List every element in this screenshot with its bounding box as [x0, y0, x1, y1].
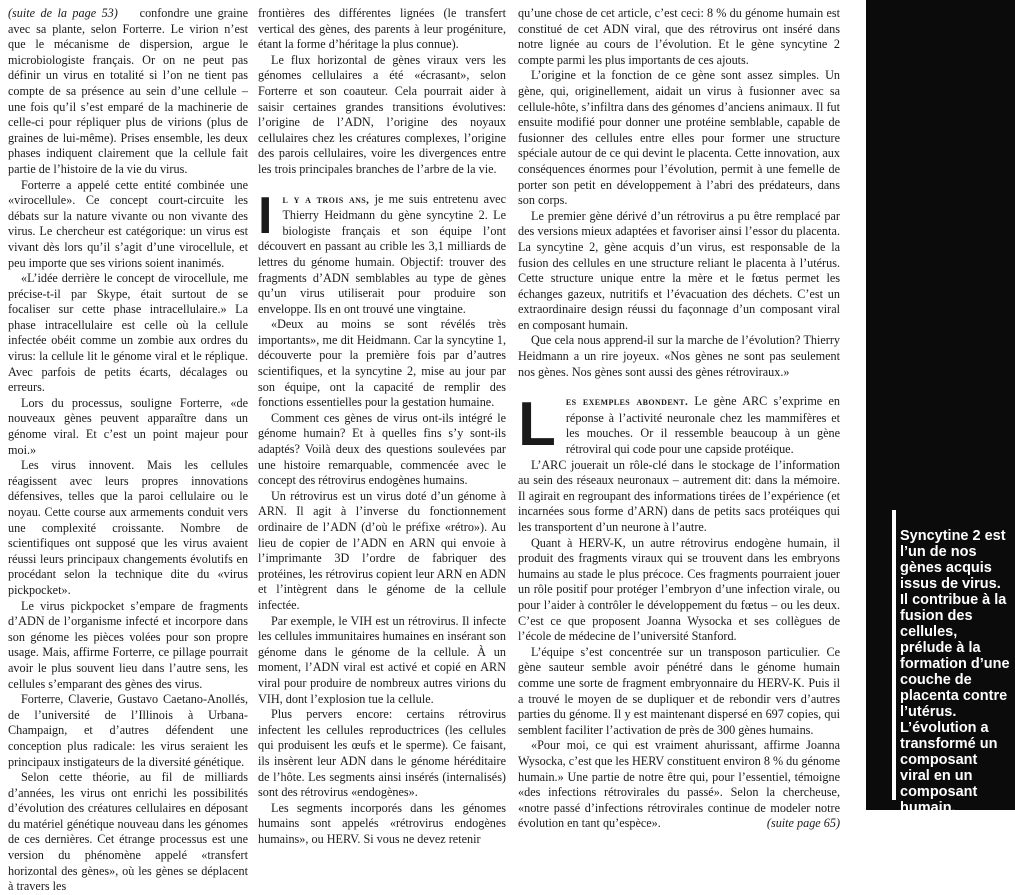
paragraph: «Deux au moins se sont révélés très importants», me dit Heidmann. Car la syncytine 1, découverte pour la première fois par d’autres scientifiques, et la syncytine 2, mise au jour par son équipe, ont la capacité de remplir des fonctions essentielles pour la gestation humaine. — [258, 317, 506, 410]
paragraph: L’origine et la fonction de ce gène sont assez simples. Un gène, qui, originellement, aidait un virus à fusionner avec sa cellule-hôte, s’infiltra dans des génomes d’anciens animaux. Il fut ensuite modifié pour donner une protéine semblable, capable de fusionner des cellules entre elles pour former une structure spéciale autour de ce qui devint le placenta. Cette innovation, aux conséquences énormes pour l’évolution, permit à une femelle de porter son petit en développement à l’abri des prédateurs, dans son corps. — [518, 68, 840, 208]
paragraph: Selon cette théorie, au fil de milliards d’années, les virus ont enrichi les possibilités d’évolution des créatures cellulaires en déposant du matériel génétique nouveau dans les génomes de ces dernières. Cet étrange processus est une version du phénomène appelé «transfert horizontal des gènes», où les gènes se déplacent à travers les — [8, 770, 248, 894]
paragraph-text: Le gène ARC s’exprime en réponse à l’activité neuronale chez les mammifères et les mouches. Or il ressemble beaucoup à un gène rétroviral qui code pour une capside protéique. — [565, 394, 840, 457]
sidebar-rule — [892, 510, 896, 800]
paragraph-text: je me suis entretenu avec Thierry Heidmann du gène syncytine 2. Le biologiste français et son équipe l’ont découvert en passant au crible les 3,1 milliards de lettres du génome humain. Objectif: trouver des fragments d’ADN semblables au type de gènes qu’un virus utiliserait pour produire son enveloppe. Ils en ont trouvé une vingtaine. — [258, 191, 506, 316]
section-opening — [518, 390, 840, 460]
section-lead-in: es exemples abondent. — [565, 396, 689, 409]
paragraph: Que cela nous apprend-il sur la marche de l’évolution? Thierry Heidmann a un rire joyeux. «Nos gènes ne sont pas seulement nos gènes. Nos gènes sont aussi des gènes rétroviraux.» — [518, 333, 840, 379]
article-column-2 — [258, 6, 506, 847]
sidebar-caption: Syncytine 2 est l’un de nos gènes acquis issus de virus. Il contribue à la fusion des cellules, prélude à la formation d’une couche de placenta contre l’utérus. L’évolution a transformé un composant viral en un composant humain. — [900, 528, 1010, 816]
paragraph — [518, 738, 840, 832]
drop-cap: I — [258, 186, 273, 245]
continued-on-note: (suite page 65) — [766, 816, 840, 831]
paragraph: Forterre, Claverie, Gustavo Caetano-Anollés, de l’université de l’Illinois à Urbana-Champaign, et d’autres défendent une conception plus radicale: les virus seraient les principaux instigateurs de la diversité génétique. — [8, 692, 248, 769]
drop-cap: L — [518, 390, 556, 460]
paragraph — [8, 6, 248, 178]
paragraph: Quant à HERV-K, un autre rétrovirus endogène humain, il produit des fragments viraux qui se trouvent dans les embryons humains au stade le plus précoce. Ces fragments pourraient jouer un rôle positif pour protéger l’embryon d’une infection virale, ou pour l’aider à contrôler le développement du fœtus – ou les deux. C’est ce que proposent Joanna Wysocka et ses collègues de l’école de médecine de l’université Stanford. — [518, 535, 840, 644]
article-column-1 — [8, 6, 248, 895]
paragraph: Les virus innovent. Mais les cellules réagissent avec leurs propres innovations défensives, telles que la paroi cellulaire ou le noyau. Cette course aux armements conduit vers une complexité croissante. Nombre de scientifiques ont supposé que les virus avaient réussi leurs principaux changements évolutifs en procédant selon la technique dite du «virus pickpocket». — [8, 458, 248, 597]
paragraph: frontières des différentes lignées (le transfert vertical des gènes, des parents à leur progéniture, étant la forme d’héritage la plus connue). — [258, 6, 506, 52]
paragraph: Plus pervers encore: certains rétrovirus infectent les cellules reproductrices (les cellules qui produisent les œufs et le sperme). Ce faisant, ils insèrent leur ADN dans le génome héréditaire de l’hôte. Les segments ainsi insérés (internalisés) sont des rétrovirus «endogènes». — [258, 707, 506, 800]
paragraph: Le virus pickpocket s’empare de fragments d’ADN de l’organisme infecté et incorpore dans son génome les pièces volées pour son propre usage. Mais, affirme Forterre, ce pillage pourrait avoir le plus souvent lieu dans l’autre sens, les cellules s’emparant des gènes des virus. — [8, 598, 248, 691]
section-first-paragraph — [518, 390, 840, 460]
paragraph: Le premier gène dérivé d’un rétrovirus a pu être remplacé par des versions mieux adaptées et favoriser ainsi l’essor du placenta. La syncytine 2, gène acquis d’un virus, est responsable de la fusion des cellules en une structure reliant le placenta à l’utérus. Cette structure unique entre la mère et le fœtus permet les échanges gazeux, nutritifs et l’évacuation des déchets. C’est un extraordinaire design réussi du façonnage d’un composant viral en composant humain. — [518, 208, 840, 332]
paragraph: Par exemple, le VIH est un rétrovirus. Il infecte les cellules immunitaires humaines en insérant son génome dans le génome de la cellule. À un moment, l’ADN viral est activé et copié en ARN viral pour produire de nombreux autres virions du VIH, dont l’explosion tue la cellule. — [258, 613, 506, 706]
continued-from-note: (suite de la page 53) — [8, 6, 118, 20]
paragraph: L’équipe s’est concentrée sur un transposon particulier. Ce gène sauteur semble avoir pénétré dans le génome humain comme une sorte de fragment embryonnaire du HERV-K. Puis il a trouvé le moyen de se dupliquer et de rebondir vers d’autres parties du génome. Il y est maintenant dispersé en 697 copies, qui semblent faciliter l’activation de près de 300 gènes humains. — [518, 644, 840, 737]
paragraph: Le flux horizontal de gènes viraux vers les génomes cellulaires a été «écrasant», selon Forterre et son coauteur. Cela pourrait aider à saisir certaines grandes transitions évolutives: l’origine de l’ADN, l’origine des noyaux cellulaires chez les créatures complexes, l’origine des parois cellulaires, voire les divergences entre les trois principales branches de l’arbre de la vie. — [258, 52, 506, 176]
paragraph: Lors du processus, souligne Forterre, «de nouveaux gènes peuvent apparaître dans un génome viral. Et c’est un point majeur pour moi.» — [8, 395, 248, 457]
paragraph-text: «Pour moi, ce qui est vraiment ahurissant, affirme Joanna Wysocka, c’est que les HERV constituent environ 8 % du génome humain.» Une partie de notre être qui, pour l’essentiel, témoigne «des infections rétrovirales du passé». Selon la chercheuse, «notre passé d’infections rétrovirales continue de modeler notre évolution en tant qu’espèce». — [518, 738, 840, 831]
section-lead-in: l y a trois ans, — [282, 193, 370, 206]
paragraph: qu’une chose de cet article, c’est ceci: 8 % du génome humain est constitué de cet ADN viral, que des rétrovirus ont inséré dans notre lignée au cours de l’évolution. Et le gène syncytine 2 compte parmi les plus importants de ces ajouts. — [518, 6, 840, 67]
paragraph: «L’idée derrière le concept de virocellule, me précise-t-il par Skype, était surtout de se focaliser sur cette phase intracellulaire.» La phase intracellulaire est celle où la cellule infectée obéit comme un zombie aux ordres du virus: la cellule lit le génome viral et le réplique. Avec parfois de petits écarts, décalages ou erreurs. — [8, 271, 248, 395]
paragraph: Un rétrovirus est un virus doté d’un génome à ARN. Il agit à l’inverse du fonctionnement ordinaire de l’ADN (d’où le préfixe «rétro»). Au lieu de copier de l’ADN en ARN qui envoie à l’imprimante 3D l’ordre de fabriquer des protéines, les rétrovirus copient leur ARN en ADN et l’intègrent dans le génome de la cellule infectée. — [258, 488, 506, 612]
section-opening — [258, 186, 506, 318]
paragraph: Comment ces gènes de virus ont-ils intégré le génome humain? Et à quelles fins s’y sont-ils adaptés? Voilà deux des questions soulevées par une histoire remarquable, commencée avec le concept des rétrovirus endogènes humains. — [258, 410, 506, 488]
section-first-paragraph — [258, 186, 506, 318]
paragraph: Forterre a appelé cette entité combinée une «virocellule». Ce concept court-circuite les débats sur la nature vivante ou non vivante des virus. Le chercheur est catégorique: un virus est vivant dès lors qu’il s’agit d’une virocellule, et peu importe que ses virions soient inanimés. — [8, 177, 248, 270]
article-column-3 — [518, 6, 840, 832]
paragraph: L’ARC jouerait un rôle-clé dans le stockage de l’information au sein des réseaux neuronaux – autrement dit: dans la mémoire. Il agirait en regroupant des informations tirées de l’expérience (et incarnées sous forme d’ARN) dans de petits sacs protéiques qui les transportent d’un neurone à l’autre. — [518, 457, 840, 534]
paragraph: Les segments incorporés dans les génomes humains sont appelés «rétrovirus endogènes humains», ou HERV. Si vous ne devez retenir — [258, 800, 506, 846]
paragraph-text: confondre une graine avec sa plante, selon Forterre. Le virion n’est que le mécanisme de dispersion, argue le microbiologiste français. Or on ne peut pas définir un virus en totalité si l’on ne tient pas compte de sa présence au sein d’une cellule – une fois qu’il s’est emparé de la machinerie de celle-ci pour répliquer plus de virions (plus de graines de lui-même). Prises ensemble, les deux phases indiquent clairement que la cellule fait partie de l’histoire de la vie du virus. — [8, 6, 249, 176]
